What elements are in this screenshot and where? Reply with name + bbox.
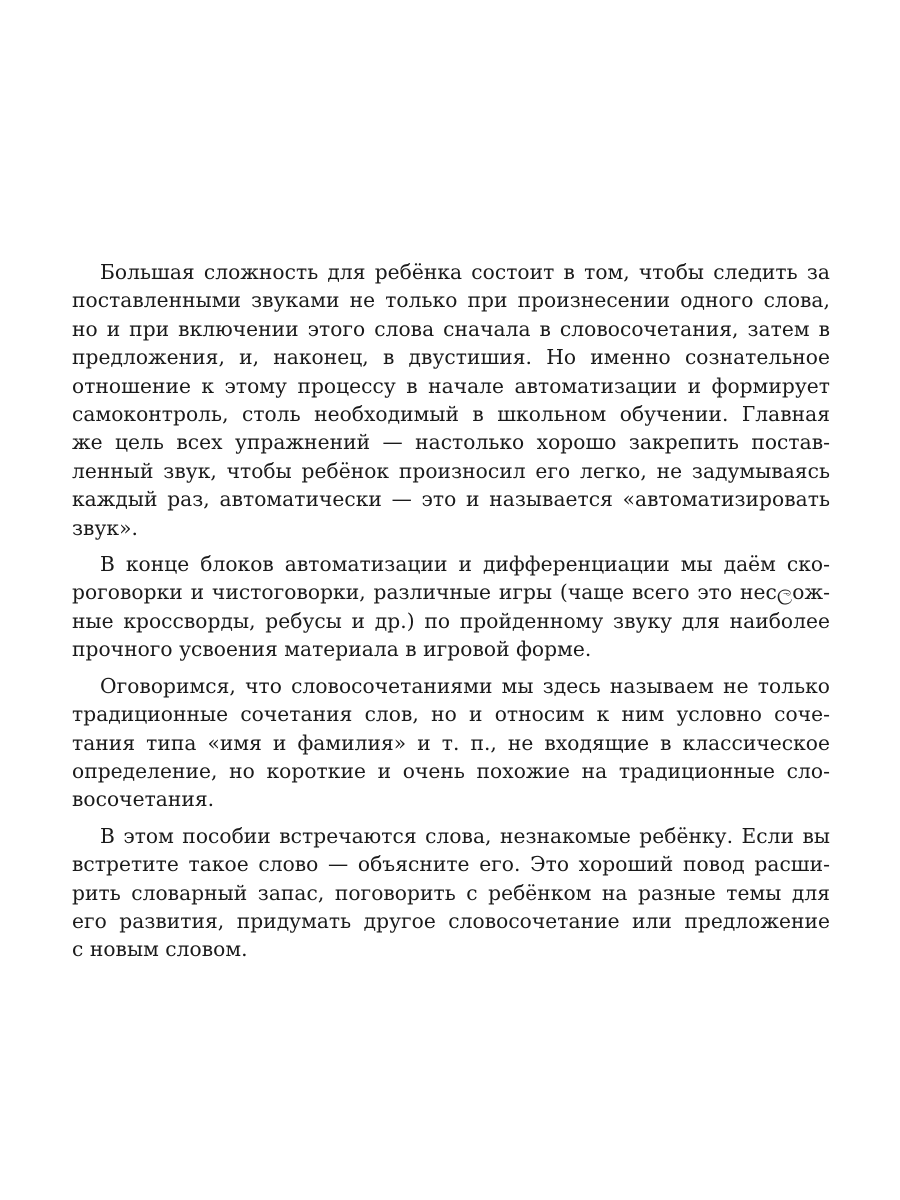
text-line: встретите такое слово — объясните его. Это хороший повод расши- [72,852,830,877]
text-line: Большая сложность для ребёнка состоит в том, чтобы следить за [100,260,830,284]
body-text [72,258,830,972]
text-line: прочного усвоения материала в игровой форме. [72,637,592,662]
text-line: звук». [72,515,138,540]
text-line: роговорки и чистоговорки, различные игры (чаще всего это несලож- [72,580,830,605]
text-line: же цель всех упражнений — настолько хорошо закрепить постав- [72,430,830,455]
paragraph-3 [72,672,830,814]
text-line: рить словарный запас, поговорить с ребёнком на разные темы для [72,880,830,905]
text-line: предложения, и, наконец, в двустишия. Но именно сознательное [72,345,830,370]
text-line: В конце блоков автоматизации и дифференциации мы даём ско- [100,552,830,577]
text-line: с новым словом. [72,937,248,962]
text-line: но и при включении этого слова сначала в словосочетания, затем в [72,316,830,341]
text-line: Оговоримся, что словосочетаниями мы здесь называем не только [100,673,830,698]
text-line: определение, но короткие и очень похожие на традиционные сло- [72,758,830,783]
text-line: ленный звук, чтобы ребёнок произносил его легко, не задумываясь [72,458,830,483]
text-line: каждый раз, автоматически — это и называется «автоматизировать [72,487,830,512]
text-line: тания типа «имя и фамилия» и т. п., не входящие в классическое [72,730,830,755]
paragraph-1 [72,258,830,542]
text-line: поставленными звуками не только при произнесении одного слова, [72,288,830,313]
paragraph-4 [72,822,830,964]
text-line: традиционные сочетания слов, но и относим к ним условно соче- [72,702,830,727]
text-line: восочетания. [72,787,215,812]
text-line: ные кроссворды, ребусы и др.) по пройденному звуку для наиболее [72,608,830,633]
text-line: В этом пособии встречаются слова, незнакомые ребёнку. Если вы [100,823,830,848]
text-line: его развития, придумать другое словосочетание или предложение [72,908,830,933]
paragraph-2 [72,550,830,664]
text-line: самоконтроль, столь необходимый в школьном обучении. Главная [72,402,830,427]
text-line: отношение к этому процессу в начале автоматизации и формирует [72,373,830,398]
